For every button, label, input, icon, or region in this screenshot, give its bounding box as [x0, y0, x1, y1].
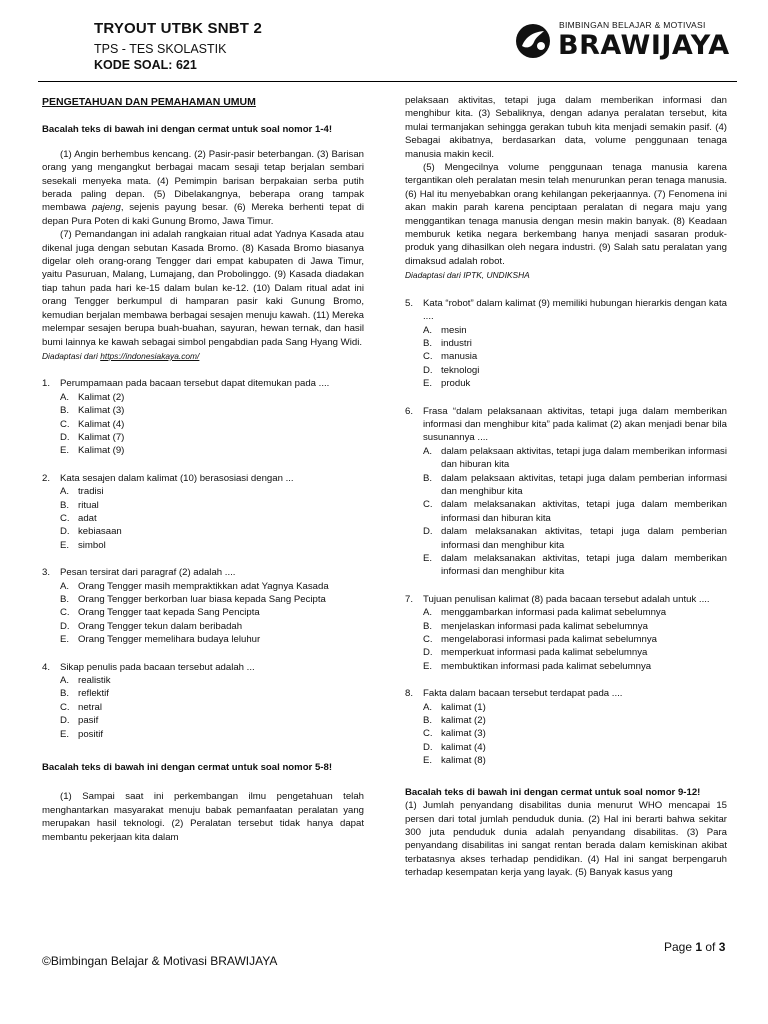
option-text: kalimat (3): [441, 728, 486, 740]
logo-tagline: BIMBINGAN BELAJAR & MOTIVASI: [559, 20, 706, 30]
option-letter: A.: [423, 701, 433, 713]
source-citation: Diadaptasi dari https://indonesiakaya.com/: [42, 350, 200, 361]
answer-option: [60, 580, 364, 593]
option-letter: A.: [60, 675, 70, 687]
option-text: Orang Tengger memelihara budaya leluhur: [78, 634, 261, 646]
question-text: Tujuan penulisan kalimat (8) pada bacaan tersebut adalah untuk ....: [423, 593, 710, 605]
option-letter: E.: [423, 378, 433, 390]
option-letter: D.: [423, 364, 433, 376]
option-text: memperkuat informasi pada kalimat sebelumnya: [441, 647, 648, 659]
option-text: mesin: [441, 324, 467, 336]
answer-option: [423, 727, 727, 740]
option-letter: D.: [60, 620, 70, 632]
question-number: 8.: [405, 688, 414, 700]
option-text: simbol: [78, 539, 106, 551]
option-letter: A.: [60, 580, 70, 592]
option-letter: E.: [423, 755, 433, 767]
footer-copyright: ©Bimbingan Belajar & Motivasi BRAWIJAYA: [42, 954, 278, 968]
option-letter: E.: [60, 445, 70, 457]
option-letter: D.: [60, 431, 70, 443]
option-text: Kalimat (9): [78, 445, 125, 457]
answer-option: [423, 364, 727, 377]
answer-option: [423, 377, 727, 390]
option-text: teknologi: [441, 364, 480, 376]
option-letter: E.: [423, 660, 433, 672]
option-letter: C.: [60, 607, 70, 619]
option-letter: D.: [423, 647, 433, 659]
answer-option: [423, 324, 727, 337]
option-letter: B.: [60, 594, 70, 605]
option-text: Orang Tengger masih mempraktikkan adat Yagnya Kasada: [78, 580, 329, 592]
instruction-9-12: Bacalah teks di bawah ini dengan cermat untuk soal nomor 9-12!: [405, 786, 701, 798]
answer-option: [423, 525, 727, 552]
option-letter: C.: [60, 418, 70, 430]
header-divider: [38, 81, 737, 82]
option-letter: C.: [60, 512, 70, 524]
left-column: [42, 96, 364, 844]
option-text: kalimat (4): [441, 741, 486, 753]
option-letter: C.: [423, 634, 433, 646]
question-text: Pesan tersirat dari paragraf (2) adalah ....: [60, 567, 236, 579]
option-text: Kalimat (2): [78, 391, 125, 403]
question-text: Sikap penulis pada bacaan tersebut adalah ...: [60, 661, 255, 673]
option-text: kalimat (1): [441, 701, 486, 713]
question-number: 1.: [42, 378, 51, 390]
answer-option: [60, 499, 364, 512]
option-text: dalam melaksanakan aktivitas, tetapi juga dalam memberikan informasi dan hiburan kita: [441, 499, 727, 524]
option-text: dalam pelaksaan aktivitas, tetapi juga dalam memberikan informasi dan hiburan kita: [441, 445, 727, 471]
option-text: menggambarkan informasi pada kalimat sebelumnya: [441, 607, 667, 619]
option-letter: C.: [423, 499, 433, 511]
option-letter: A.: [423, 445, 433, 457]
option-text: kebiasaan: [78, 526, 122, 538]
option-text: realistik: [78, 675, 111, 687]
option-letter: B.: [60, 405, 70, 417]
passage-paragraph: (1) Angin berhembus kencang. (2) Pasir-pasir beterbangan. (3) Barisan orang yang mengangkut berbagai macam sesaji tetap berjalan sembari sesekali menyeka mata. (4) Pemimpin barisan berpakaian serba putih berada paling depan. (5) Dibelakangnya, beberapa orang tampak membawa pajeng, sejenis payung besar. (6) Mereka berhenti tepat di depan Pura Poten di kaki Gunung Bromo, Jawa Timur.: [42, 148, 365, 227]
right-column: [405, 96, 727, 880]
option-letter: C.: [60, 701, 70, 713]
option-text: Kalimat (3): [78, 405, 125, 417]
option-letter: C.: [423, 728, 433, 740]
question-text: Kata “robot” dalam kalimat (9) memiliki hubungan hierarkis dengan kata ....: [423, 297, 727, 323]
passage-paragraph: (1) Jumlah penyandang disabilitas dunia menurut WHO mencapai 15 persen dari total jumlah penduduk dunia. (2) Hal ini berarti bahwa sekitar 300 juta penduduk dunia adalah penyandang disabilitas. (3) Para penyandang disabilitas ini sangat rentan berada dalam kemiskinan akibat terbatasnya akses terhadap pendidikan. (4) Hal ini sangat berpengaruh terhadap kesempatan kerja yang layak. (5) Banyak kasus yang: [405, 800, 727, 879]
instruction-5-8: Bacalah teks di bawah ini dengan cermat untuk soal nomor 5-8!: [42, 762, 333, 774]
logo-mark-icon: [514, 22, 554, 60]
answer-option: [423, 620, 727, 633]
answer-option: [60, 701, 364, 714]
answer-option: [423, 660, 727, 673]
option-letter: B.: [423, 715, 433, 727]
logo-brand: BRAWIJAYA: [558, 30, 730, 61]
answer-option: [423, 754, 727, 767]
answer-option: [60, 606, 364, 619]
option-text: tradisi: [78, 486, 104, 498]
option-text: positif: [78, 728, 104, 740]
option-letter: E.: [60, 634, 70, 646]
option-letter: A.: [423, 324, 433, 336]
answer-option: [60, 674, 364, 687]
answer-option: [60, 512, 364, 525]
option-letter: D.: [60, 715, 70, 727]
answer-option: [423, 606, 727, 619]
option-text: reflektif: [78, 688, 109, 700]
section-title: PENGETAHUAN DAN PEMAHAMAN UMUM: [42, 96, 256, 108]
option-letter: D.: [423, 526, 433, 538]
option-text: menjelaskan informasi pada kalimat sebelumnya: [441, 620, 648, 632]
option-text: dalam melaksanakan aktivitas, tetapi juga dalam memberikan informasi dan menghibur kita: [441, 553, 727, 578]
option-letter: B.: [60, 499, 70, 511]
answer-option: [60, 620, 364, 633]
answer-option: [60, 525, 364, 538]
exam-subtitle: TPS - TES SKOLASTIK: [94, 42, 227, 56]
question-number: 7.: [405, 593, 414, 605]
option-letter: C.: [423, 351, 433, 363]
option-text: kalimat (2): [441, 715, 486, 727]
answer-option: [423, 633, 727, 646]
answer-option: [60, 444, 364, 457]
passage-paragraph: (7) Pemandangan ini adalah rangkaian ritual adat Yadnya Kasada atau dikenal juga dengan sebutan Kasada Bromo. (8) Kasada Bromo biasanya digelar oleh orang-orang Tengger dari empat kabupaten di Jawa Timur, yaitu Pasuruan, Malang, Lumajang, dan Probolinggo. (9) Kasada diadakan tiap tahun pada hari ke-15 dalam bulan ke-12. (10) Dalam ritual adat ini orang Tengger berkumpul di hamparan pasir kaki Gunung Bromo, kemudian berjalan membawa berbagai sesajen menuju kawah. (11) Mereka melempar sesajen berupa buah-buahan, sayuran, hewan ternak, dan hasil bumi lainnya ke kawah sebagai simbol pengabdian pada Sang Hyang Widi.: [42, 229, 364, 348]
option-text: dalam pelaksaan aktivitas, tetapi juga dalam pemberian informasi dan menghibur kita: [441, 472, 727, 497]
answer-option: [423, 350, 727, 363]
answer-option: [423, 646, 727, 659]
option-text: Orang Tengger taat kepada Sang Pencipta: [78, 607, 260, 619]
answer-option: [60, 485, 364, 498]
option-text: Orang Tengger tekun dalam beribadah: [78, 620, 243, 632]
option-text: pasif: [78, 715, 99, 727]
question-text: Perumpamaan pada bacaan tersebut dapat ditemukan pada ....: [60, 378, 330, 390]
option-text: adat: [78, 512, 97, 524]
question-number: 6.: [405, 405, 414, 417]
option-letter: A.: [423, 607, 433, 619]
answer-option: [423, 701, 727, 714]
exam-code: KODE SOAL: 621: [94, 58, 197, 72]
option-text: membuktikan informasi pada kalimat sebelumnya: [441, 660, 652, 672]
question-item: [405, 297, 727, 391]
question-text: Frasa “dalam pelaksanaan aktivitas, tetapi juga dalam memberikan informasi dan menghibur kita” pada kalimat (2) akan menjadi benar bila susunannya ....: [423, 405, 727, 444]
answer-option: [60, 728, 364, 741]
option-letter: E.: [423, 553, 433, 564]
option-letter: E.: [60, 539, 70, 551]
answer-option: [423, 472, 727, 499]
option-text: dalam melaksanakan aktivitas, tetapi juga dalam pemberian informasi dan menghibur kita: [441, 526, 727, 551]
source-citation: Diadaptasi dari IPTK, UNDIKSHA: [405, 270, 530, 281]
option-text: produk: [441, 378, 471, 390]
option-letter: D.: [423, 741, 433, 753]
question-text: Fakta dalam bacaan tersebut terdapat pada ....: [423, 688, 623, 700]
option-letter: D.: [60, 526, 70, 538]
question-text: Kata sesajen dalam kalimat (10) berasosiasi dengan ...: [60, 472, 294, 484]
brawijaya-logo: [514, 18, 736, 62]
passage-paragraph: (1) Sampai saat ini perkembangan ilmu pengetahuan telah menghantarkan masyarakat menuju babak pemanfaatan peralatan yang merupakan hasil teknologi. (2) Peralatan tersebut tidak hanya dapat membantu pekerjaan kita dalam: [42, 791, 364, 843]
answer-option: [60, 633, 364, 646]
question-item: [405, 405, 727, 579]
question-item: [42, 377, 364, 457]
question-number: 5.: [405, 297, 414, 309]
question-number: 3.: [42, 567, 51, 579]
passage-paragraph: (5) Mengecilnya volume penggunaan tenaga manusia karena tergantikan oleh peralatan mesin telah menurunkan peran tenaga manusia. (6) Hal itu menyebabkan orang kehilangan pekerjaannya. (7) Fenomena ini akan makin parah karena penciptaan peralatan di negara maju yang menggantikan tenaga manusia dengan mesin makin banyak. (8) Keadaan memburuk ketika negara berkembang hanya menjadi sasaran produk-produk yang dihasilkan oleh negara industri. (9) Salah satu peralatan yang dimaksud adalah robot.: [405, 162, 727, 267]
answer-option: [60, 404, 364, 417]
option-text: Kalimat (7): [78, 431, 125, 443]
option-letter: B.: [423, 472, 433, 484]
option-letter: A.: [60, 486, 70, 498]
question-item: [42, 566, 364, 646]
question-item: [42, 661, 364, 741]
question-item: [405, 593, 727, 673]
exam-title: TRYOUT UTBK SNBT 2: [94, 20, 263, 37]
answer-option: [423, 552, 727, 579]
answer-option: [423, 337, 727, 350]
answer-option: [60, 539, 364, 552]
option-text: Kalimat (4): [78, 418, 125, 430]
question-item: [405, 687, 727, 767]
instruction-1-4: Bacalah teks di bawah ini dengan cermat untuk soal nomor 1-4!: [42, 124, 333, 136]
answer-option: [60, 593, 364, 606]
option-letter: E.: [60, 728, 70, 740]
answer-option: [60, 687, 364, 700]
option-letter: B.: [423, 620, 433, 632]
answer-option: [423, 714, 727, 727]
answer-option: [423, 741, 727, 754]
option-text: netral: [78, 701, 102, 713]
answer-option: [60, 418, 364, 431]
answer-option: [60, 431, 364, 444]
passage-paragraph: pelaksaan aktivitas, tetapi juga dalam memberikan informasi dan menghibur kita. (3) Sebaliknya, dengan adanya peralatan tersebut, kita mulai termanjakan sehingga gerakan tubuh kita menjadi semakin pasif. (4) Sebagai akibatnya, berdasarkan data, volume penggunaan tenaga manusia makin kecil.: [405, 95, 727, 160]
source-link[interactable]: https://indonesiakaya.com/: [100, 350, 200, 361]
option-text: industri: [441, 337, 472, 349]
answer-option: [423, 445, 727, 472]
answer-option: [60, 391, 364, 404]
question-number: 2.: [42, 472, 51, 484]
answer-option: [423, 498, 727, 525]
page-indicator: Page 1 of 3: [664, 940, 726, 954]
option-letter: B.: [423, 337, 433, 349]
question-item: [42, 472, 364, 552]
option-text: kalimat (8): [441, 755, 486, 767]
option-text: Orang Tengger berkorban luar biasa kepada Sang Pecipta: [78, 594, 326, 605]
option-text: manusia: [441, 351, 478, 363]
question-number: 4.: [42, 661, 51, 673]
answer-option: [60, 714, 364, 727]
option-text: ritual: [78, 499, 99, 511]
option-text: mengelaborasi informasi pada kalimat sebelumnya: [441, 634, 657, 646]
option-letter: A.: [60, 391, 70, 403]
document-header: [94, 20, 262, 72]
option-letter: B.: [60, 688, 70, 700]
